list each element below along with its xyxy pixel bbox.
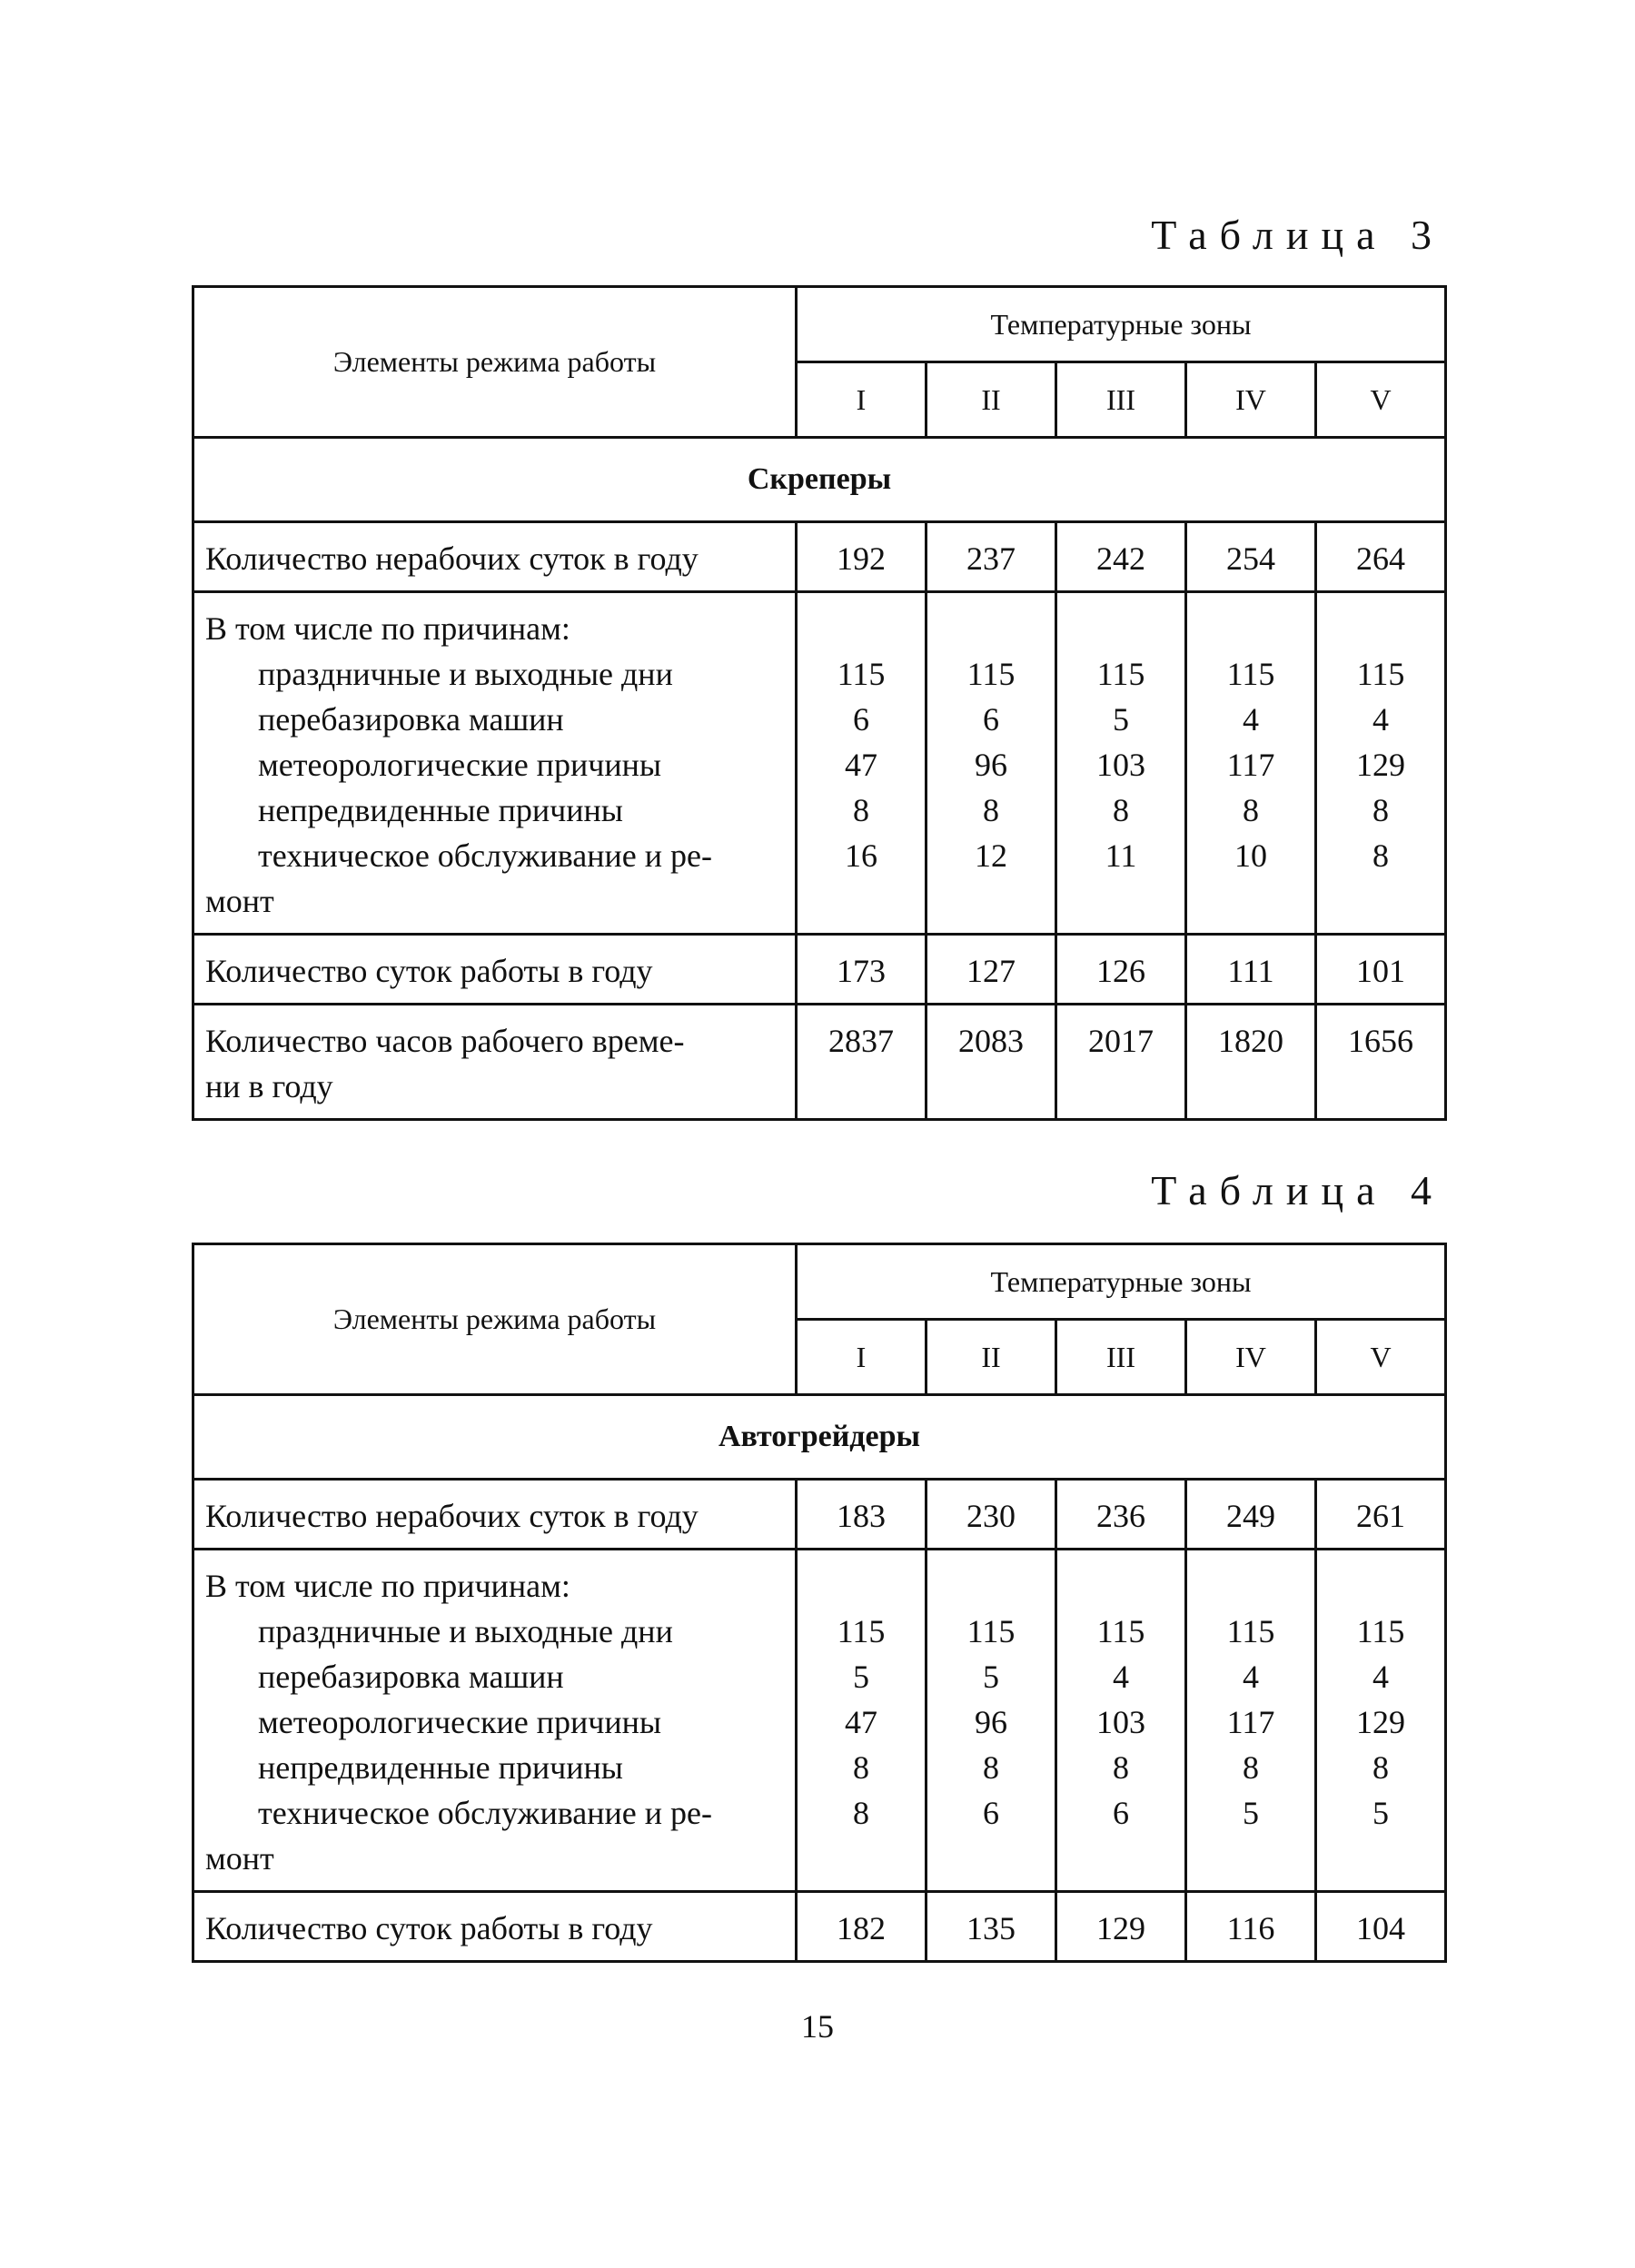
zone-header: III bbox=[1056, 1320, 1186, 1395]
header-group: Температурные зоны bbox=[797, 287, 1446, 362]
reason-label: перебазировка машин bbox=[258, 701, 564, 738]
table-row bbox=[193, 1892, 1446, 1962]
reasons-cell bbox=[193, 1550, 797, 1892]
cell-value: 4 bbox=[1243, 701, 1259, 738]
cell-value: 6 bbox=[983, 1795, 999, 1831]
table-caption: Таблица 4 bbox=[1151, 1167, 1444, 1213]
cell-value: 8 bbox=[1113, 1749, 1129, 1786]
cell-value: 6 bbox=[1113, 1795, 1129, 1831]
cell-value: 115 bbox=[966, 656, 1016, 692]
reason-values bbox=[1056, 592, 1186, 935]
cell-value: 237 bbox=[926, 522, 1056, 592]
reasons-cell bbox=[193, 592, 797, 935]
cell-value: 115 bbox=[1356, 656, 1405, 692]
reason-label: непредвиденные причины bbox=[258, 792, 623, 828]
reason-label: метеорологические причины bbox=[258, 747, 662, 783]
cell-value: 8 bbox=[1372, 1749, 1390, 1786]
cell-value: 115 bbox=[837, 656, 886, 692]
row-label-cont: ни в году bbox=[205, 1068, 333, 1104]
reason-values bbox=[1316, 1550, 1446, 1892]
cell-value: 115 bbox=[1226, 1613, 1275, 1649]
cell-value: 5 bbox=[853, 1659, 869, 1695]
cell-value: 8 bbox=[1243, 792, 1259, 828]
cell-value: 4 bbox=[1113, 1659, 1129, 1695]
section-title: Скреперы bbox=[193, 438, 1446, 522]
cell-value: 96 bbox=[975, 747, 1007, 783]
cell-value: 8 bbox=[853, 1795, 869, 1831]
cell-value: 8 bbox=[1372, 837, 1390, 874]
cell-value: 47 bbox=[845, 1704, 877, 1740]
cell-value: 5 bbox=[1113, 701, 1129, 738]
cell-value: 6 bbox=[853, 701, 869, 738]
cell-value: 2083 bbox=[926, 1005, 1056, 1120]
header-label: Элементы режима работы bbox=[193, 287, 797, 438]
cell-value: 236 bbox=[1056, 1480, 1186, 1550]
cell-value: 242 bbox=[1056, 522, 1186, 592]
cell-value: 249 bbox=[1186, 1480, 1316, 1550]
cell-value: 8 bbox=[853, 792, 869, 828]
cell-value: 10 bbox=[1234, 837, 1267, 874]
reason-values bbox=[1316, 592, 1446, 935]
zone-header: V bbox=[1316, 362, 1446, 438]
reason-label-cont: монт bbox=[205, 1840, 274, 1877]
table-row bbox=[193, 1005, 1446, 1120]
reason-label: техническое обслуживание и ре- bbox=[258, 1795, 712, 1831]
reason-label: праздничные и выходные дни bbox=[258, 656, 673, 692]
header-group: Температурные зоны bbox=[797, 1244, 1446, 1320]
cell-value: 5 bbox=[1243, 1795, 1259, 1831]
cell-value: 1820 bbox=[1186, 1005, 1316, 1120]
reason-label: непредвиденные причины bbox=[258, 1749, 623, 1786]
cell-value: 2017 bbox=[1056, 1005, 1186, 1120]
cell-value: 254 bbox=[1186, 522, 1316, 592]
cell-value: 11 bbox=[1105, 837, 1137, 874]
table-row bbox=[193, 935, 1446, 1005]
row-label-line: Количество часов рабочего време- bbox=[205, 1023, 685, 1059]
cell-value: 183 bbox=[797, 1480, 926, 1550]
cell-value: 264 bbox=[1316, 522, 1446, 592]
table-row bbox=[193, 522, 1446, 592]
cell-value: 2837 bbox=[797, 1005, 926, 1120]
cell-value: 129 bbox=[1356, 1704, 1406, 1740]
reason-label: техническое обслуживание и ре- bbox=[258, 837, 712, 874]
cell-value: 192 bbox=[797, 522, 926, 592]
table-row bbox=[193, 1550, 1446, 1892]
zone-header: III bbox=[1056, 362, 1186, 438]
cell-value: 117 bbox=[1226, 1704, 1275, 1740]
cell-value: 8 bbox=[983, 1749, 999, 1786]
zone-header: II bbox=[926, 1320, 1056, 1395]
reason-values bbox=[1186, 1550, 1316, 1892]
cell-value: 115 bbox=[1356, 1613, 1405, 1649]
cell-value: 8 bbox=[853, 1749, 869, 1786]
cell-value: 182 bbox=[797, 1892, 926, 1962]
cell-value: 5 bbox=[983, 1659, 999, 1695]
cell-value: 101 bbox=[1316, 935, 1446, 1005]
reason-values bbox=[926, 1550, 1056, 1892]
cell-value: 129 bbox=[1056, 1892, 1186, 1962]
row-label bbox=[193, 1005, 797, 1120]
cell-value: 115 bbox=[1226, 656, 1275, 692]
zone-header: I bbox=[797, 362, 926, 438]
reasons-title: В том числе по причинам: bbox=[205, 1568, 570, 1604]
cell-value: 261 bbox=[1316, 1480, 1446, 1550]
zone-header: IV bbox=[1186, 362, 1316, 438]
table-caption: Таблица 3 bbox=[1151, 212, 1444, 258]
cell-value: 173 bbox=[797, 935, 926, 1005]
cell-value: 127 bbox=[926, 935, 1056, 1005]
page-number: 15 bbox=[801, 2008, 834, 2045]
cell-value: 230 bbox=[926, 1480, 1056, 1550]
row-label: Количество суток работы в году bbox=[193, 935, 797, 1005]
table-scrapers bbox=[192, 285, 1447, 1121]
cell-value: 47 bbox=[845, 747, 877, 783]
cell-value: 115 bbox=[966, 1613, 1016, 1649]
section-title: Автогрейдеры bbox=[193, 1395, 1446, 1480]
reason-values bbox=[797, 592, 926, 935]
cell-value: 126 bbox=[1056, 935, 1186, 1005]
cell-value: 1656 bbox=[1316, 1005, 1446, 1120]
cell-value: 4 bbox=[1243, 1659, 1259, 1695]
cell-value: 4 bbox=[1372, 1659, 1390, 1695]
cell-value: 115 bbox=[1096, 1613, 1145, 1649]
cell-value: 6 bbox=[983, 701, 999, 738]
zone-header: II bbox=[926, 362, 1056, 438]
cell-value: 104 bbox=[1316, 1892, 1446, 1962]
cell-value: 135 bbox=[926, 1892, 1056, 1962]
cell-value: 103 bbox=[1096, 747, 1145, 783]
cell-value: 8 bbox=[1113, 792, 1129, 828]
cell-value: 115 bbox=[837, 1613, 886, 1649]
cell-value: 8 bbox=[1372, 792, 1390, 828]
reason-label: праздничные и выходные дни bbox=[258, 1613, 673, 1649]
cell-value: 8 bbox=[1243, 1749, 1259, 1786]
zone-header: I bbox=[797, 1320, 926, 1395]
reason-values bbox=[797, 1550, 926, 1892]
zone-header: V bbox=[1316, 1320, 1446, 1395]
zone-header: IV bbox=[1186, 1320, 1316, 1395]
cell-value: 117 bbox=[1226, 747, 1275, 783]
cell-value: 111 bbox=[1186, 935, 1316, 1005]
reasons-title: В том числе по причинам: bbox=[205, 610, 570, 647]
reason-values bbox=[926, 592, 1056, 935]
reason-label-cont: монт bbox=[205, 883, 274, 919]
reason-label: перебазировка машин bbox=[258, 1659, 564, 1695]
table-row bbox=[193, 592, 1446, 935]
cell-value: 129 bbox=[1356, 747, 1406, 783]
table-graders bbox=[192, 1243, 1447, 1963]
cell-value: 116 bbox=[1186, 1892, 1316, 1962]
row-label: Количество суток работы в году bbox=[193, 1892, 797, 1962]
cell-value: 4 bbox=[1372, 701, 1390, 738]
row-label: Количество нерабочих суток в году bbox=[193, 522, 797, 592]
reason-label: метеорологические причины bbox=[258, 1704, 662, 1740]
cell-value: 103 bbox=[1096, 1704, 1145, 1740]
header-label: Элементы режима работы bbox=[193, 1244, 797, 1395]
reason-values bbox=[1186, 592, 1316, 935]
cell-value: 8 bbox=[983, 792, 999, 828]
table-row bbox=[193, 1480, 1446, 1550]
cell-value: 5 bbox=[1372, 1795, 1390, 1831]
cell-value: 115 bbox=[1096, 656, 1145, 692]
row-label: Количество нерабочих суток в году bbox=[193, 1480, 797, 1550]
reason-values bbox=[1056, 1550, 1186, 1892]
cell-value: 12 bbox=[975, 837, 1007, 874]
cell-value: 96 bbox=[975, 1704, 1007, 1740]
cell-value: 16 bbox=[845, 837, 877, 874]
